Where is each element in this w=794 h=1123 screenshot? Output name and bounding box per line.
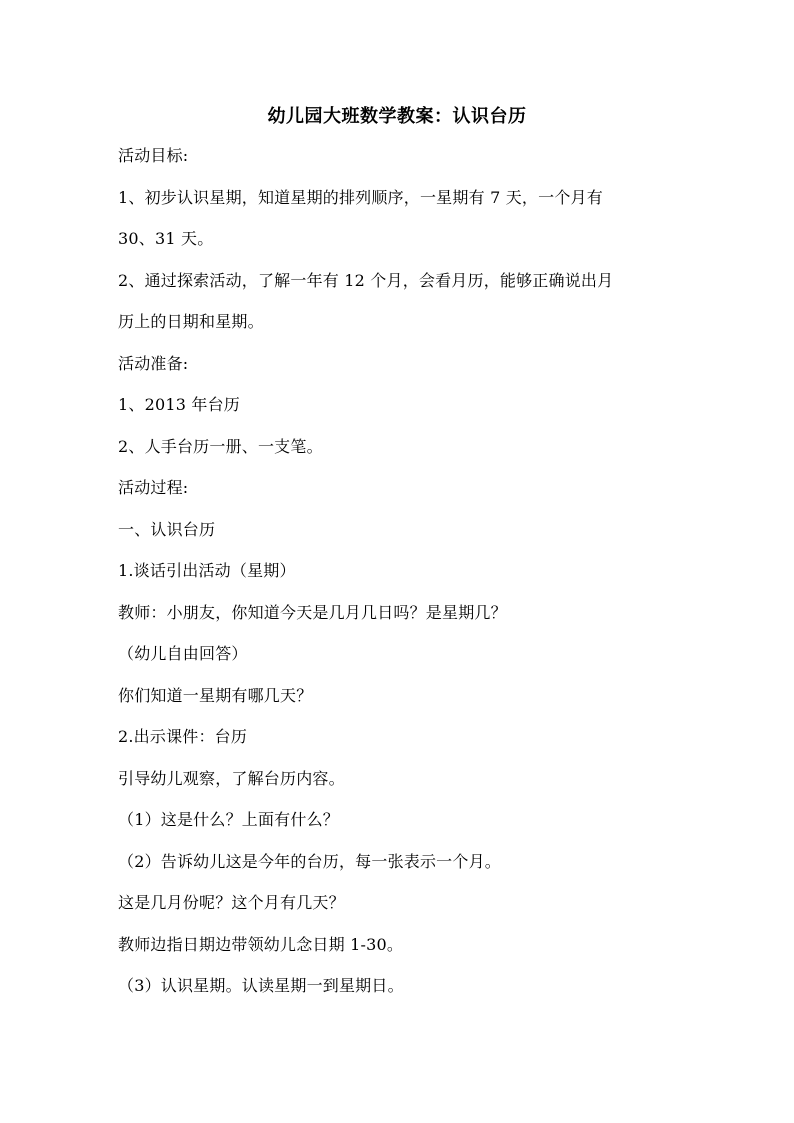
body-line: 1、2013 年台历 (118, 395, 240, 414)
body-line: 2.出示课件：台历 (118, 727, 248, 746)
body-line: 2、人手台历一册、一支笔。 (118, 436, 323, 456)
document-body (118, 145, 678, 1017)
body-line: 教师：小朋友，你知道今天是几月几日吗？是星期几？ (118, 602, 507, 622)
body-line: 引导幼儿观察，了解台历内容。 (118, 768, 345, 788)
body-line: 1.谈话引出活动（星期） (118, 561, 296, 580)
body-line: 30、31 天。 (118, 229, 214, 248)
document-title: 幼儿园大班数学教案：认识台历 (267, 106, 527, 127)
body-line: 一、认识台历 (118, 519, 216, 539)
body-line: 历上的日期和星期。 (118, 312, 264, 331)
body-line: 你们知道一星期有哪几天？ (118, 685, 313, 705)
body-line: （1）这是什么？上面有什么？ (118, 810, 339, 829)
body-line: 教师边指日期边带领幼儿念日期 1-30。 (118, 934, 404, 954)
body-line: 活动目标: (118, 146, 189, 165)
body-line: 2、通过探索活动，了解一年有 12 个月，会看月历，能够正确说出月 (118, 270, 614, 290)
body-line: 1、初步认识星期，知道星期的排列顺序，一星期有 7 天，一个月有 (118, 187, 603, 207)
body-line: 这是几月份呢？这个月有几天？ (118, 893, 345, 912)
body-line: （幼儿自由回答） (118, 644, 248, 663)
body-line: （3）认识星期。认读星期一到星期日。 (118, 976, 404, 995)
body-line: 活动过程: (118, 478, 189, 497)
body-line: （2）告诉幼儿这是今年的台历，每一张表示一个月。 (118, 851, 501, 871)
body-line: 活动准备: (118, 353, 189, 373)
